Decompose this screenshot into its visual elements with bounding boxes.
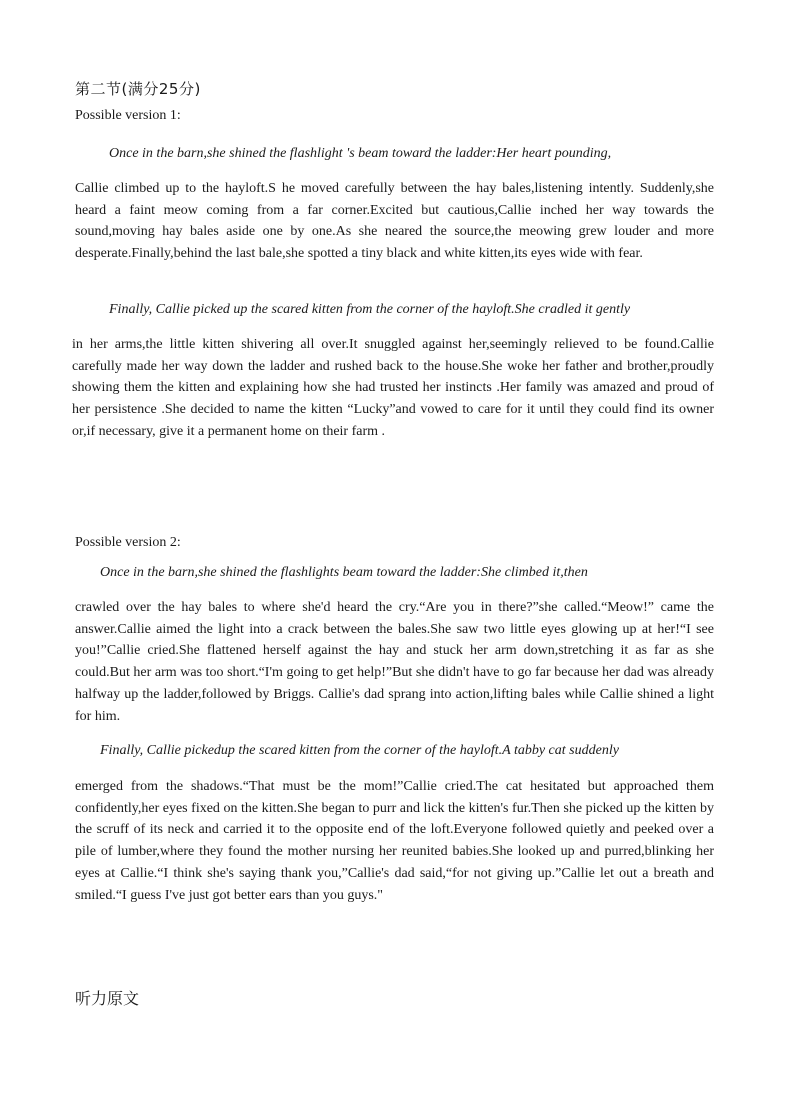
version-2-lead-sentence-1: Once in the barn,she shined the flashlights beam toward the ladder:She climbed it,then <box>100 565 588 580</box>
version-2-paragraph-1: crawled over the hay bales to where she'd heard the cry.“Are you in there?”she called.“Meow!” came the answer.Callie aimed the light into a crack between the bales.She saw two little eyes glowing up at her!“I see you!”Callie cried.She flattened herself against the hay and stuck her arm down,stretching it as far as she could.But her arm was too short.“I'm going to get help!”But she didn't have to go far because her dad was already halfway up the ladder,followed by Briggs. Callie's dad sprang into action,lifting bales while Callie shined a light for him. <box>75 600 714 724</box>
version-1-lead-sentence-2: Finally, Callie picked up the scared kitten from the corner of the hayloft.She cradled it gently <box>109 302 631 317</box>
version-1-lead-sentence-1: Once in the barn,she shined the flashlight 's beam toward the ladder:Her heart pounding, <box>109 146 612 161</box>
version-1-paragraph-2: in her arms,the little kitten shivering all over.It snuggled against her,seemingly relieved to be found.Callie carefully made her way down the ladder and rushed back to the house.She woke her father and brother,proudly showing them the kitten and explaining how she had trusted her instincts .Her family was amazed and proud of her persistence .She decided to name the kitten “Lucky”and vowed to care for it until they could find its owner or,if necessary, give it a permanent home on their farm . <box>72 337 714 439</box>
version-2-paragraph-2: emerged from the shadows.“That must be the mom!”Callie cried.The cat hesitated but approached them confidently,her eyes fixed on the kitten.She began to purr and lick the kitten's fur.Then she picked up the kitten by the scruff of its neck and carried it to the opposite end of the loft.Everyone followed quietly and peeked over a pile of lumber,where they found the mother nursing her reunited babies.She looked up and purred,blinking her eyes at Callie.“I think she's saying thank you,”Callie's dad said,“for not giving up.”Callie let out a breath and smiled.“I guess I've just got better ears than you guys." <box>75 779 714 903</box>
version-1-label: Possible version 1: <box>75 108 181 123</box>
version-2-lead-sentence-2: Finally, Callie pickedup the scared kitten from the corner of the hayloft.A tabby cat suddenly <box>100 743 619 758</box>
section-title: 第二节(满分25分) <box>75 80 201 98</box>
version-2-label: Possible version 2: <box>75 535 181 550</box>
listening-transcript-heading: 听力原文 <box>75 989 140 1008</box>
version-1-paragraph-1: Callie climbed up to the hayloft.S he moved carefully between the hay bales,listening intently. Suddenly,she heard a faint meow coming from a far corner.Excited but cautious,Callie inched her way towards the sound,moving hay bales aside one by one.As she neared the source,the meowing grew louder and more desperate.Finally,behind the last bale,she spotted a tiny black and white kitten,its eyes wide with fear. <box>75 181 714 262</box>
